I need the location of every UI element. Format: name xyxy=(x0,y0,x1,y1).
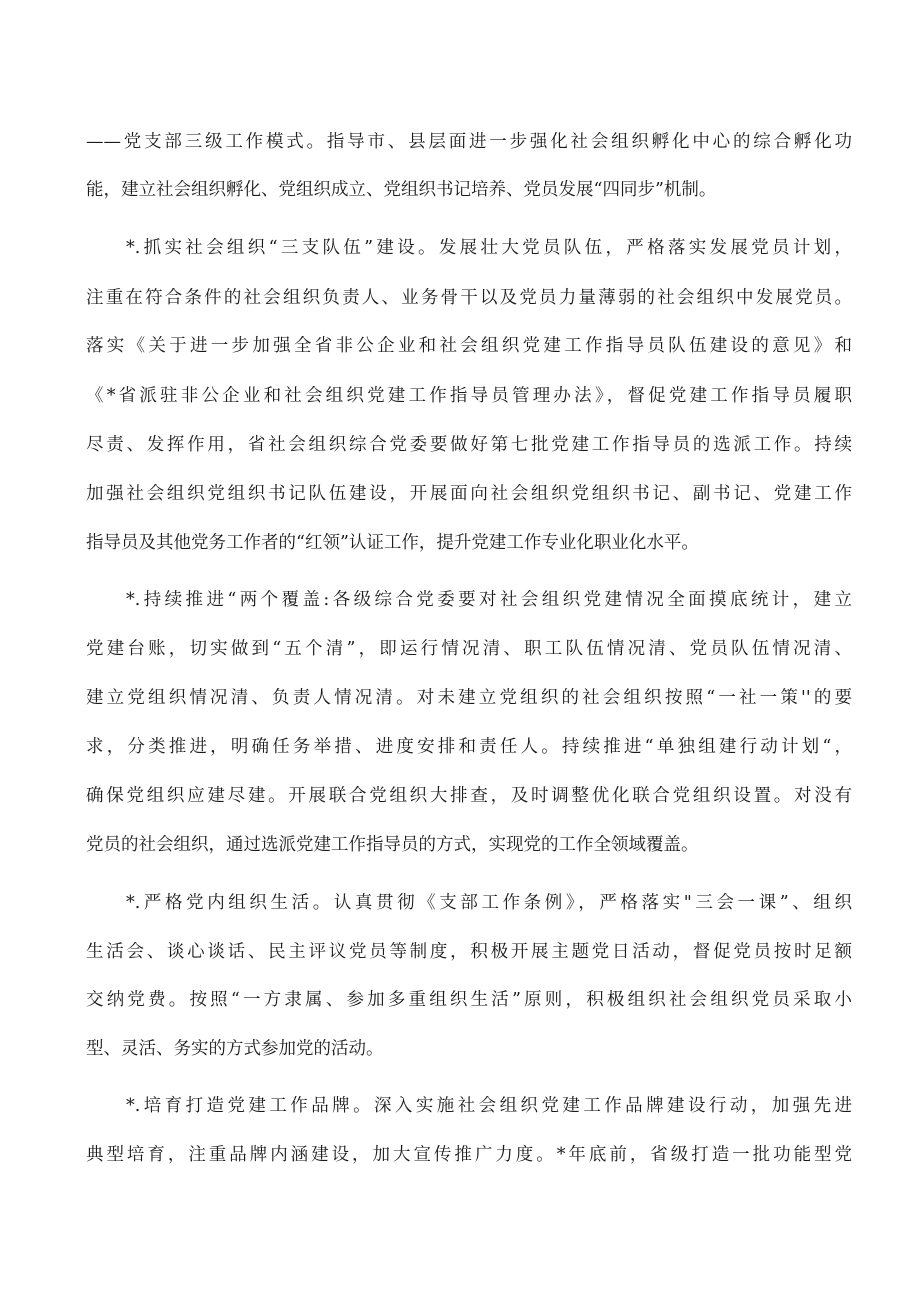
paragraph-line: 党建台账，切实做到“五个清”，即运行情况清、职工队伍情况清、党员队伍情况清、 xyxy=(86,639,852,659)
paragraph-line: 注重在符合条件的社会组织负责人、业务骨干以及党员力量薄弱的社会组织中发展党员。 xyxy=(86,288,852,308)
paragraph-line: 加强社会组织党组织书记队伍建设，开展面向社会组织党组织书记、副书记、党建工作 xyxy=(86,484,852,504)
paragraph-line: 确保党组织应建尽建。开展联合党组织大排查，及时调整优化联合党组织设置。对没有 xyxy=(86,786,852,806)
paragraph-line: 落实《关于进一步加强全省非公企业和社会组织党建工作指导员队伍建设的意见》和 xyxy=(86,336,852,356)
paragraph-line: 型、灵活、务实的方式参加党的活动。 xyxy=(86,1039,384,1059)
paragraph-line: 《*省派驻非公企业和社会组织党建工作指导员管理办法》，督促党建工作指导员履职 xyxy=(86,386,852,406)
paragraph-line: 尽责、发挥作用，省社会组织综合党委要做好第七批党建工作指导员的选派工作。持续 xyxy=(86,435,852,455)
paragraph-line: 交纳党费。按照“一方隶属、参加多重组织生活”原则，积极组织社会组织党员采取小 xyxy=(86,990,852,1010)
paragraph-line: 典型培育，注重品牌内涵建设，加大宣传推广力度。*年底前，省级打造一批功能型党 xyxy=(86,1145,852,1165)
paragraph-line: 指导员及其他党务工作者的“红领”认证工作，提升党建工作专业化职业化水平。 xyxy=(86,533,699,553)
paragraph-line: 党员的社会组织，通过选派党建工作指导员的方式，实现党的工作全领域覆盖。 xyxy=(86,835,699,855)
paragraph-line: 建立党组织情况清、负责人情况清。对未建立党组织的社会组织按照“一社一策''的要 xyxy=(86,688,852,708)
paragraph-line: 求，分类推进，明确任务举措、进度安排和责任人。持续推进“单独组建行动计划“， xyxy=(86,737,852,757)
paragraph-line: *.持续推进“两个覆盖:各级综合党委要对社会组织党建情况全面摸底统计，建立 xyxy=(126,590,852,610)
paragraph-line: *.培育打造党建工作品牌。深入实施社会组织党建工作品牌建设行动，加强先进 xyxy=(126,1096,852,1116)
paragraph-line: 能，建立社会组织孵化、党组织成立、党组织书记培养、党员发展“四同步”机制。 xyxy=(86,180,717,200)
paragraph-line: *.严格党内组织生活。认真贯彻《支部工作条例》，严格落实"三会一课”、组织 xyxy=(126,893,852,913)
paragraph-line: *.抓实社会组织“三支队伍”建设。发展壮大党员队伍，严格落实发展党员计划， xyxy=(126,238,852,258)
paragraph-line: ——党支部三级工作模式。指导市、县层面进一步强化社会组织孵化中心的综合孵化功 xyxy=(86,132,852,152)
paragraph-line: 生活会、谈心谈话、民主评议党员等制度，积极开展主题党日活动，督促党员按时足额 xyxy=(86,942,852,962)
